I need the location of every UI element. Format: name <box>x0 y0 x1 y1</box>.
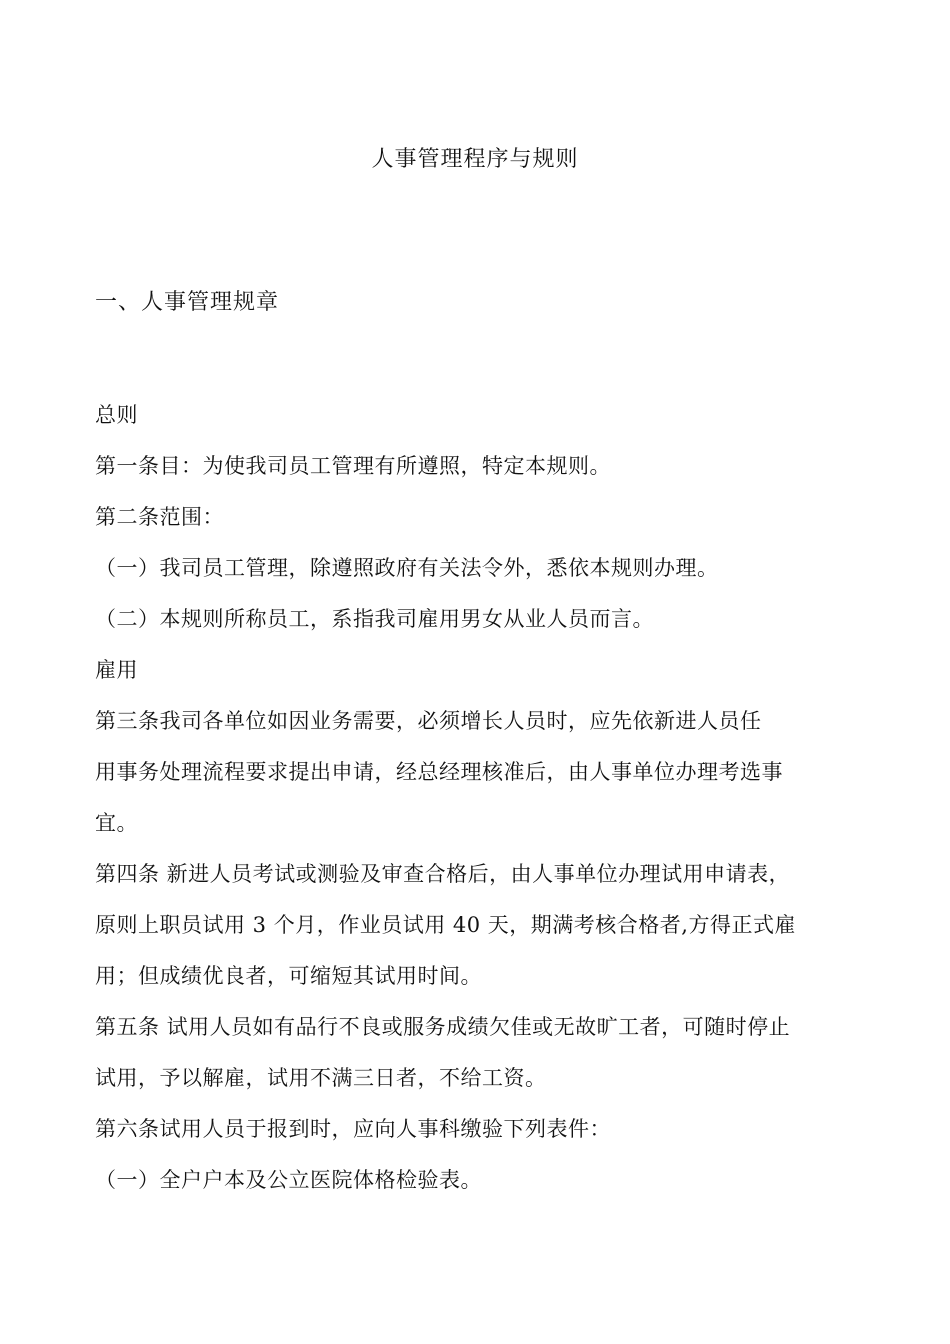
text-line: （一）我司员工管理，除遵照政府有关法令外，悉依本规则办理。 <box>95 556 719 580</box>
text-line: 用事务处理流程要求提出申请，经总经理核准后，由人事单位办理考选事 <box>95 760 783 784</box>
document-title: 人事管理程序与规则 <box>371 147 579 172</box>
text-line: （二）本规则所称员工，系指我司雇用男女从业人员而言。 <box>95 607 654 631</box>
text-line: 第六条试用人员于报到时，应向人事科缴验下列表件： <box>95 1117 611 1141</box>
section-heading: 一、人事管理规章 <box>95 290 280 315</box>
text-line: 宜。 <box>95 811 138 835</box>
text-line: 总则 <box>95 403 138 427</box>
text-line: 第一条目：为使我司员工管理有所遵照，特定本规则。 <box>95 454 611 478</box>
text-line: 原则上职员试用 3 个月，作业员试用 40 天，期满考核合格者,方得正式雇 <box>95 913 796 937</box>
text-line: 用；但成绩优良者，可缩短其试用时间。 <box>95 964 482 988</box>
text-line: 第二条范围： <box>95 505 224 529</box>
text-line: 雇用 <box>95 658 138 682</box>
document-body <box>95 390 865 1206</box>
text-line: （一）全户户本及公立医院体格检验表。 <box>95 1168 482 1192</box>
text-line: 第四条 新进人员考试或测验及审查合格后，由人事单位办理试用申请表， <box>95 862 791 886</box>
text-line: 第三条我司各单位如因业务需要，必须增长人员时，应先依新进人员任 <box>95 709 762 733</box>
text-line: 试用，予以解雇，试用不满三日者，不给工资。 <box>95 1066 547 1090</box>
text-line: 第五条 试用人员如有品行不良或服务成绩欠佳或无故旷工者，可随时停止 <box>95 1015 791 1039</box>
